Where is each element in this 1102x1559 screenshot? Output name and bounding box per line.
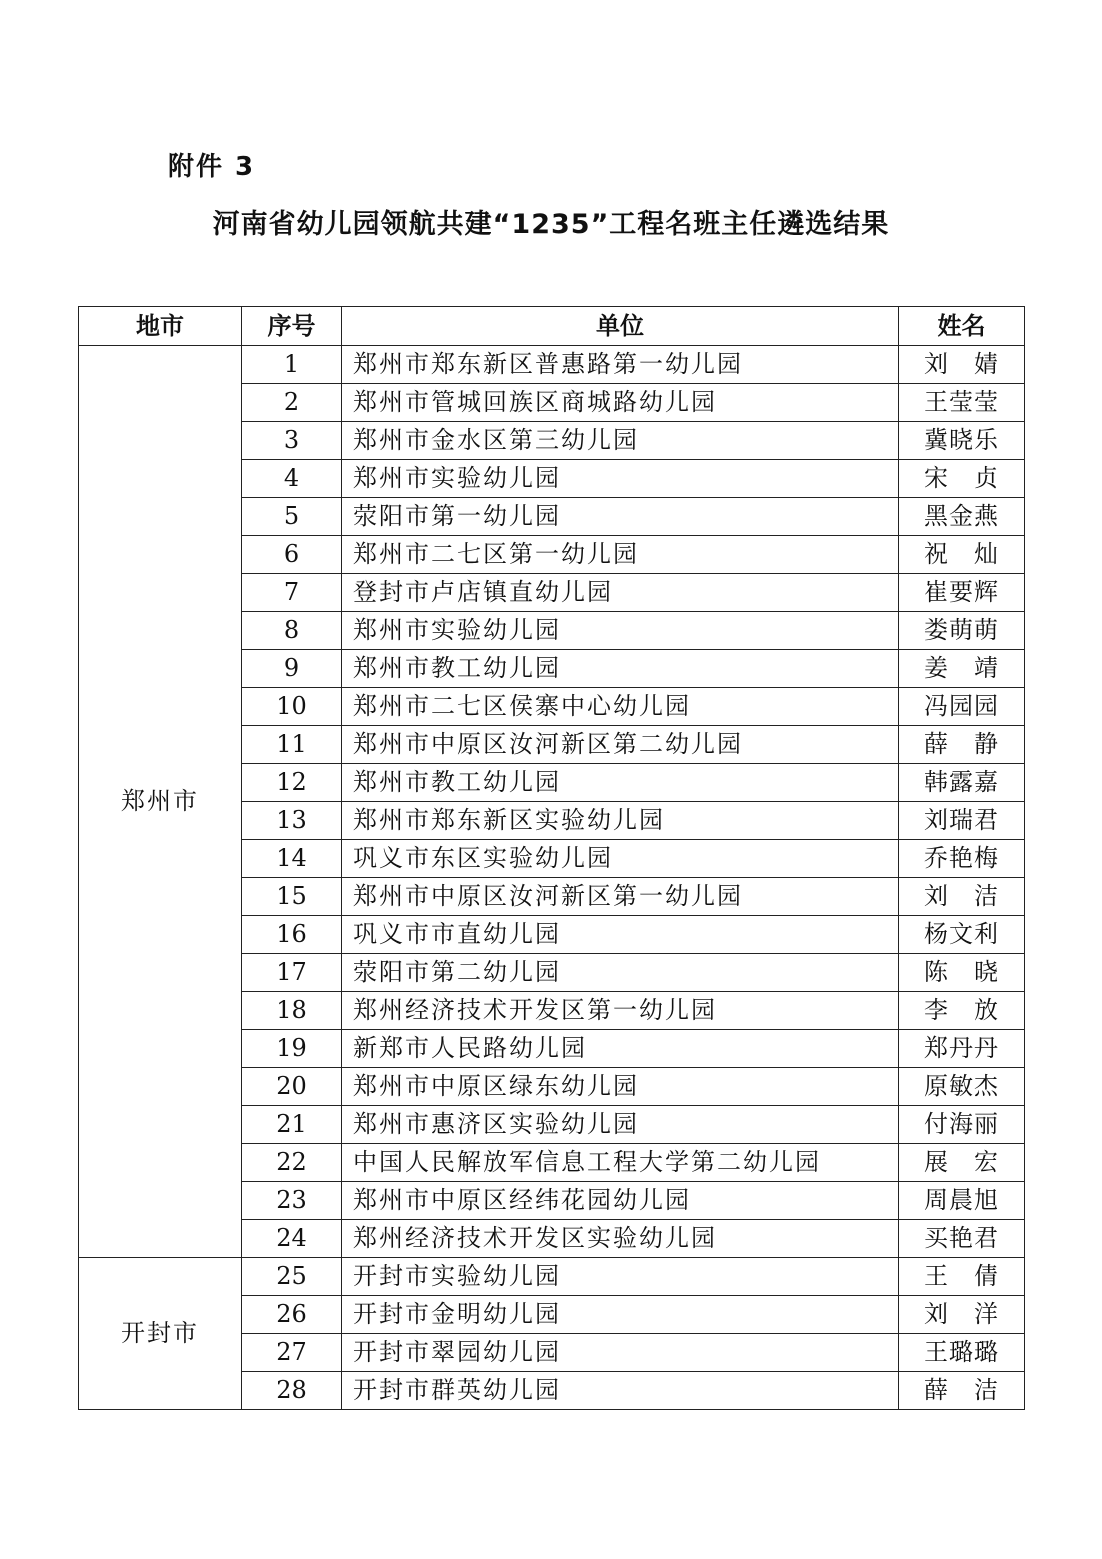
name-cell: 刘 婧: [899, 346, 1025, 384]
results-table: [78, 306, 1025, 1410]
unit-cell: 郑州市管城回族区商城路幼儿园: [342, 384, 899, 422]
name-cell: 郑丹丹: [899, 1030, 1025, 1068]
name-cell: 娄萌萌: [899, 612, 1025, 650]
seq-cell: 23: [242, 1182, 342, 1220]
name-cell: 王莹莹: [899, 384, 1025, 422]
name-cell: 薛 静: [899, 726, 1025, 764]
unit-cell: 郑州市二七区侯寨中心幼儿园: [342, 688, 899, 726]
name-cell: 姜 靖: [899, 650, 1025, 688]
table-header-row: [79, 307, 1025, 346]
name-cell: 宋 贞: [899, 460, 1025, 498]
name-cell: 李 放: [899, 992, 1025, 1030]
header-unit: 单位: [342, 307, 899, 346]
unit-cell: 郑州市实验幼儿园: [342, 612, 899, 650]
name-cell: 薛 洁: [899, 1372, 1025, 1410]
seq-cell: 14: [242, 840, 342, 878]
name-cell: 祝 灿: [899, 536, 1025, 574]
unit-cell: 郑州市中原区绿东幼儿园: [342, 1068, 899, 1106]
seq-cell: 8: [242, 612, 342, 650]
name-cell: 崔要辉: [899, 574, 1025, 612]
seq-cell: 6: [242, 536, 342, 574]
header-name: 姓名: [899, 307, 1025, 346]
unit-cell: 郑州市郑东新区实验幼儿园: [342, 802, 899, 840]
unit-cell: 郑州市金水区第三幼儿园: [342, 422, 899, 460]
name-cell: 原敏杰: [899, 1068, 1025, 1106]
table-row: [79, 1258, 1025, 1296]
seq-cell: 11: [242, 726, 342, 764]
name-cell: 展 宏: [899, 1144, 1025, 1182]
seq-cell: 7: [242, 574, 342, 612]
seq-cell: 22: [242, 1144, 342, 1182]
seq-cell: 19: [242, 1030, 342, 1068]
name-cell: 付海丽: [899, 1106, 1025, 1144]
unit-cell: 登封市卢店镇直幼儿园: [342, 574, 899, 612]
unit-cell: 郑州市中原区经纬花园幼儿园: [342, 1182, 899, 1220]
unit-cell: 中国人民解放军信息工程大学第二幼儿园: [342, 1144, 899, 1182]
seq-cell: 28: [242, 1372, 342, 1410]
unit-cell: 开封市翠园幼儿园: [342, 1334, 899, 1372]
seq-cell: 27: [242, 1334, 342, 1372]
name-cell: 周晨旭: [899, 1182, 1025, 1220]
unit-cell: 开封市群英幼儿园: [342, 1372, 899, 1410]
seq-cell: 4: [242, 460, 342, 498]
seq-cell: 13: [242, 802, 342, 840]
seq-cell: 24: [242, 1220, 342, 1258]
seq-cell: 10: [242, 688, 342, 726]
seq-cell: 20: [242, 1068, 342, 1106]
seq-cell: 2: [242, 384, 342, 422]
unit-cell: 郑州市中原区汝河新区第一幼儿园: [342, 878, 899, 916]
unit-cell: 郑州市惠济区实验幼儿园: [342, 1106, 899, 1144]
unit-cell: 郑州市郑东新区普惠路第一幼儿园: [342, 346, 899, 384]
seq-cell: 16: [242, 916, 342, 954]
unit-cell: 郑州经济技术开发区实验幼儿园: [342, 1220, 899, 1258]
unit-cell: 荥阳市第一幼儿园: [342, 498, 899, 536]
document-title: 河南省幼儿园领航共建“1235”工程名班主任遴选结果: [212, 209, 890, 240]
name-cell: 王 倩: [899, 1258, 1025, 1296]
table-row: [79, 346, 1025, 384]
seq-cell: 3: [242, 422, 342, 460]
unit-cell: 郑州市实验幼儿园: [342, 460, 899, 498]
unit-cell: 郑州市二七区第一幼儿园: [342, 536, 899, 574]
unit-cell: 郑州经济技术开发区第一幼儿园: [342, 992, 899, 1030]
seq-cell: 9: [242, 650, 342, 688]
city-cell: 开封市: [79, 1258, 242, 1410]
name-cell: 陈 晓: [899, 954, 1025, 992]
name-cell: 刘 洁: [899, 878, 1025, 916]
city-cell: 郑州市: [79, 346, 242, 1258]
name-cell: 王璐璐: [899, 1334, 1025, 1372]
unit-cell: 郑州市教工幼儿园: [342, 764, 899, 802]
unit-cell: 巩义市东区实验幼儿园: [342, 840, 899, 878]
unit-cell: 郑州市中原区汝河新区第二幼儿园: [342, 726, 899, 764]
name-cell: 刘瑞君: [899, 802, 1025, 840]
seq-cell: 12: [242, 764, 342, 802]
header-city: 地市: [79, 307, 242, 346]
table-body: [79, 346, 1025, 1410]
unit-cell: 郑州市教工幼儿园: [342, 650, 899, 688]
seq-cell: 1: [242, 346, 342, 384]
seq-cell: 25: [242, 1258, 342, 1296]
unit-cell: 新郑市人民路幼儿园: [342, 1030, 899, 1068]
seq-cell: 26: [242, 1296, 342, 1334]
unit-cell: 荥阳市第二幼儿园: [342, 954, 899, 992]
name-cell: 刘 洋: [899, 1296, 1025, 1334]
name-cell: 杨文利: [899, 916, 1025, 954]
name-cell: 买艳君: [899, 1220, 1025, 1258]
name-cell: 冯园园: [899, 688, 1025, 726]
seq-cell: 15: [242, 878, 342, 916]
name-cell: 黑金燕: [899, 498, 1025, 536]
seq-cell: 17: [242, 954, 342, 992]
name-cell: 冀晓乐: [899, 422, 1025, 460]
attachment-label: 附件 3: [168, 152, 256, 182]
unit-cell: 巩义市市直幼儿园: [342, 916, 899, 954]
unit-cell: 开封市实验幼儿园: [342, 1258, 899, 1296]
name-cell: 乔艳梅: [899, 840, 1025, 878]
seq-cell: 21: [242, 1106, 342, 1144]
name-cell: 韩露嘉: [899, 764, 1025, 802]
seq-cell: 5: [242, 498, 342, 536]
unit-cell: 开封市金明幼儿园: [342, 1296, 899, 1334]
seq-cell: 18: [242, 992, 342, 1030]
header-seq: 序号: [242, 307, 342, 346]
